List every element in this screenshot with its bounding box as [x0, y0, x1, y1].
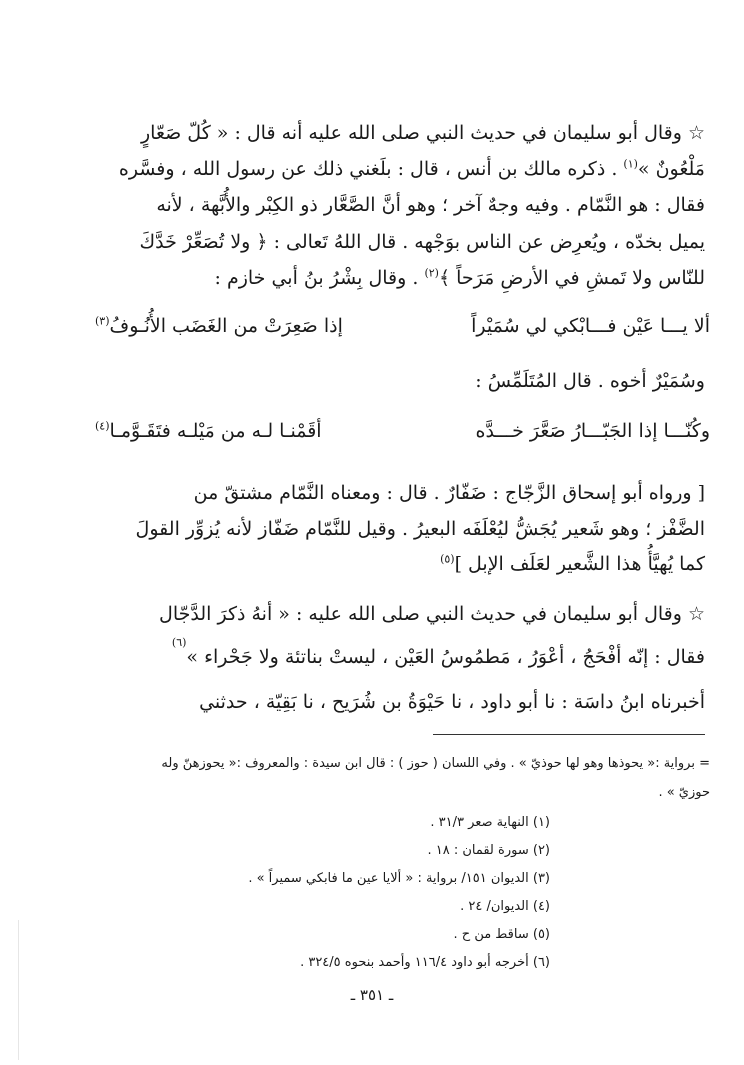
footnote-4: (٤) الديوان/ ٢٤ .	[460, 899, 550, 914]
para1-line2	[95, 158, 705, 180]
para1-line5-quran: للنّاس ولا تَمشِ في الأرضِ مَرَحاً ﴾	[438, 267, 705, 289]
footnote-continuation-line2: حوزيّ » .	[658, 785, 710, 800]
brother-line: وسُمَيْرٌ أخوه . قال المُتَلَمِّسُ :	[475, 370, 705, 392]
footnote-2: (٢) سورة لقمان : ١٨ .	[427, 843, 550, 858]
verse-2	[95, 420, 710, 442]
para3-line1: ☆ وقال أبو سليمان في حديث النبي صلى الله عليه : « أنهُ ذكرَ الدَّجّال	[159, 603, 705, 625]
verse-1-first-hemistich: ألا يـــا عَيْن فـــابْكي لي سُمَيْراً	[471, 315, 710, 337]
verse-2-first-hemistich: وكُنّـــا إذا الجَبّـــارُ صَعَّرَ خـــدَّه	[475, 420, 710, 442]
para1-line5	[95, 267, 705, 289]
verse-1-second-text: إذا صَعِرَتْ من الغَضَب الأُنُـوفُ	[109, 315, 343, 337]
verse-1	[95, 315, 710, 337]
para3-line3: أخبرناه ابنُ داسَة : نا أبو داود ، نا حَيْوَةُ بن شُرَيح ، نا بَقِيّة ، حدثني	[199, 691, 705, 713]
footnote-5: (٥) ساقط من ح .	[453, 927, 550, 942]
para3-line2	[95, 635, 705, 668]
footnote-continuation-line1: = برواية :« يحوذها وهو لها حوذيّ » . وفي اللسان ( حوز ) : قال ابن سيدة : والمعروف :« يحوزهنّ وله	[161, 756, 710, 771]
footnote-ref-2: (٢)	[424, 266, 439, 280]
footnote-3: (٣) الديوان ١٥١/ برواية : « ألايا عين ما فابكي سميراً » .	[248, 871, 550, 886]
para1-line1: ☆ وقال أبو سليمان في حديث النبي صلى الله عليه أنه قال : « كُلّ صَعّارٍ	[141, 122, 705, 144]
para3-line2-text: فقال : إنّه أفْحَجُ ، أعْوَرُ ، مَطمُوسُ العَيْن ، ليستْ بناتئة ولا جَحْراء »	[186, 646, 705, 668]
scan-edge-mark	[18, 920, 19, 1060]
verse-2-second-text: أقَمْنـا لـه من مَيْلـه فتَقَـوَّمـا	[109, 420, 322, 442]
footnote-ref-1: (١)	[623, 157, 638, 171]
footnote-separator	[433, 734, 705, 735]
para1-line3: فقال : هو النَّمّام . وفيه وجهٌ آخر ؛ وهو أنَّ الصَّعَّار ذو الكِبْر والأُبَّهة ، لأنه	[156, 194, 705, 216]
footnote-ref-6: (٦)	[171, 635, 187, 649]
page-number: ـ ٣٥١ ـ	[350, 986, 394, 1004]
para1-line2-rest: . ذكره مالك بن أنس ، قال : بلَغني ذلك عن رسول الله ، وفسَّره	[118, 158, 624, 180]
footnote-1: (١) النهاية صعر ٣١/٣ .	[430, 815, 550, 830]
para2-line1: [ ورواه أبو إسحاق الزَّجّاج : ضَفّارٌ . قال : ومعناه النَّمّام مشتقّ من	[193, 482, 705, 504]
footnote-ref-5: (٥)	[440, 552, 455, 566]
footnote-6: (٦) أخرجه أبو داود ١١٦/٤ وأحمد بنحوه ٣٢٤/٥ .	[300, 955, 550, 970]
verse-2-second-hemistich	[95, 420, 322, 442]
para1-line2-quote: مَلْعُونٌ »	[637, 158, 705, 180]
para2-line2: الضَّفْز ؛ وهو شَعير يُجَشُّ ليُعْلَفَه البعيرُ . وقيل للنَّمّام ضَفّاز لأنه يُزوِّر القولَ	[135, 518, 705, 540]
para2-line3	[95, 553, 705, 575]
verse-1-second-hemistich	[95, 315, 343, 337]
footnote-ref-4: (٤)	[95, 419, 110, 433]
para1-line4: يميل بخدّه ، ويُعرِض عن الناس بوَجْهه . قال اللهُ تَعالى : ﴿ ولا تُصَعِّرْ خَدَّكَ	[139, 231, 705, 253]
footnote-ref-3: (٣)	[95, 314, 110, 328]
para2-line3-text: كما يُهيَّأُ هذا الشَّعير لعَلَف الإبل ]	[454, 553, 705, 575]
para1-line5-rest: . وقال بِشْرُ بنُ أبي خازم :	[214, 267, 425, 289]
